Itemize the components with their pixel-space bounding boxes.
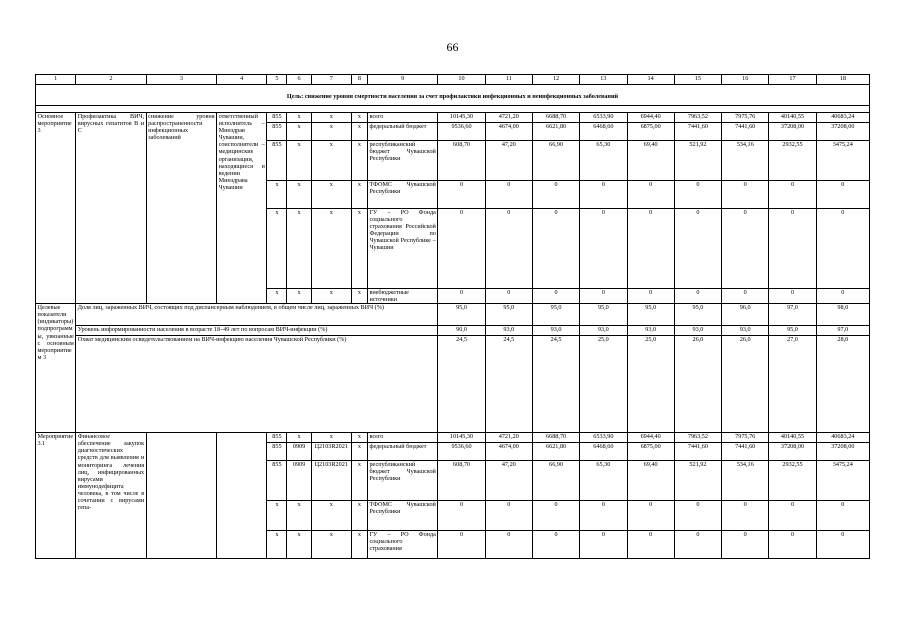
target-article-code: x: [311, 141, 351, 181]
section-code: x: [287, 531, 311, 559]
year-value: 7441,60: [722, 123, 769, 141]
funding-source: ГУ – РО Фонда социального страхования: [367, 531, 437, 559]
section-code: x: [287, 433, 311, 443]
year-value: 0: [816, 209, 869, 289]
responsible-executor-empty: [217, 433, 267, 559]
year-value: 0: [485, 289, 532, 304]
year-value: 6468,60: [580, 123, 627, 141]
year-value: 6533,90: [580, 433, 627, 443]
column-number: 6: [287, 75, 311, 85]
year-value: 69,40: [627, 461, 674, 501]
year-value: 0: [769, 289, 816, 304]
target-article-code: x: [311, 123, 351, 141]
year-value: 534,16: [722, 461, 769, 501]
year-value: 7441,60: [674, 443, 721, 461]
year-value: 0: [674, 181, 721, 209]
year-value: 0: [722, 289, 769, 304]
expense-group-code: x: [351, 141, 367, 181]
year-value: 0: [722, 209, 769, 289]
year-value: 0: [627, 501, 674, 531]
target-article-code: x: [311, 289, 351, 304]
year-value: 608,70: [438, 461, 485, 501]
program-table: [35, 74, 870, 559]
year-value: 6875,00: [627, 123, 674, 141]
year-value: 0: [532, 531, 579, 559]
year-value: 4674,00: [485, 443, 532, 461]
year-value: 37208,00: [816, 443, 869, 461]
event-type-label: Мероприятие 3.1: [36, 433, 76, 559]
indicator-value: 98,0: [816, 304, 869, 326]
expense-group-code: x: [351, 433, 367, 443]
indicator-value: 90,0: [438, 326, 485, 336]
column-number: 13: [580, 75, 627, 85]
section-code: x: [287, 209, 311, 289]
column-number: 5: [267, 75, 287, 85]
year-value: 40683,24: [816, 433, 869, 443]
expense-group-code: x: [351, 113, 367, 123]
indicator-value: 26,0: [722, 336, 769, 433]
indicator-value: 24,5: [485, 336, 532, 433]
funding-source: федеральный бюджет: [367, 443, 437, 461]
year-value: 2932,55: [769, 461, 816, 501]
year-value: 6875,00: [627, 443, 674, 461]
year-value: 0: [438, 501, 485, 531]
indicator-value: 95,0: [769, 326, 816, 336]
column-number: 2: [76, 75, 146, 85]
page-number: 66: [446, 40, 459, 54]
year-value: 0: [485, 501, 532, 531]
event-goal-empty: [146, 433, 216, 559]
target-article-code: x: [311, 531, 351, 559]
year-value: 65,30: [580, 141, 627, 181]
year-value: 3475,24: [816, 141, 869, 181]
target-article-code: x: [311, 113, 351, 123]
section-code: 0909: [287, 461, 311, 501]
indicator-value: 95,0: [485, 304, 532, 326]
column-number: 14: [627, 75, 674, 85]
indicator-value: 24,5: [438, 336, 485, 433]
indicator-value: 93,0: [627, 326, 674, 336]
year-value: 47,20: [485, 461, 532, 501]
year-value: 521,92: [674, 461, 721, 501]
funding-source: внебюджетные источники: [367, 289, 437, 304]
grbs-code: 855: [267, 443, 287, 461]
year-value: 69,40: [627, 141, 674, 181]
year-value: 7963,52: [674, 113, 721, 123]
year-value: 65,30: [580, 461, 627, 501]
grbs-code: x: [267, 501, 287, 531]
year-value: 0: [580, 181, 627, 209]
column-number: 12: [532, 75, 579, 85]
expense-group-code: x: [351, 443, 367, 461]
column-number: 11: [485, 75, 532, 85]
year-value: 2932,55: [769, 141, 816, 181]
year-value: 0: [485, 209, 532, 289]
goal-text: Цель: снижение уровня смертности населения за счет профилактики инфекционных и неинфекционных заболеваний: [36, 91, 870, 106]
column-number: 17: [769, 75, 816, 85]
year-value: 0: [722, 501, 769, 531]
year-value: 0: [438, 209, 485, 289]
year-value: 0: [580, 531, 627, 559]
year-value: 6621,80: [532, 123, 579, 141]
expense-group-code: x: [351, 289, 367, 304]
column-number: 4: [217, 75, 267, 85]
year-value: 37208,00: [769, 123, 816, 141]
funding-source: республиканский бюджет Чувашской Республики: [367, 141, 437, 181]
finance-row: [36, 113, 870, 123]
year-value: 0: [580, 209, 627, 289]
funding-source: ГУ – РО Фонда социального страхования Российской Федерации по Чувашской Республике – Чувашии: [367, 209, 437, 289]
year-value: 0: [627, 181, 674, 209]
event-goal: снижение уровня распространенности инфекционных заболеваний: [146, 113, 216, 304]
indicator-value: 93,0: [485, 326, 532, 336]
year-value: 0: [816, 531, 869, 559]
column-number: 18: [816, 75, 869, 85]
year-value: 521,92: [674, 141, 721, 181]
indicator-value: 97,0: [816, 326, 869, 336]
year-value: 0: [769, 209, 816, 289]
grbs-code: 855: [267, 123, 287, 141]
responsible-executor: ответственный исполнитель – Минздрав Чувашии, соисполнители – медицинские организации, находящиеся в ведении Минздрава Чувашии: [217, 113, 267, 304]
year-value: 10145,30: [438, 113, 485, 123]
year-value: 0: [627, 531, 674, 559]
year-value: 6621,80: [532, 443, 579, 461]
indicator-value: 25,0: [627, 336, 674, 433]
target-article-code: x: [311, 209, 351, 289]
goal-row: [36, 91, 870, 106]
event-name: Профилактика ВИЧ, вирусных гепатитов В и С: [76, 113, 146, 304]
target-article-code: x: [311, 433, 351, 443]
year-value: 9536,60: [438, 443, 485, 461]
grbs-code: x: [267, 531, 287, 559]
indicator-value: 95,0: [674, 304, 721, 326]
year-value: 0: [532, 181, 579, 209]
indicator-row: [36, 326, 870, 336]
indicator-value: 27,0: [769, 336, 816, 433]
year-value: 6944,40: [627, 433, 674, 443]
year-value: 0: [674, 531, 721, 559]
funding-source: республиканский бюджет Чувашской Республики: [367, 461, 437, 501]
year-value: 40140,55: [769, 433, 816, 443]
year-value: 37208,00: [816, 123, 869, 141]
grbs-code: 855: [267, 113, 287, 123]
year-value: 7441,60: [674, 123, 721, 141]
year-value: 0: [580, 501, 627, 531]
year-value: 6944,40: [627, 113, 674, 123]
grbs-code: x: [267, 289, 287, 304]
expense-group-code: x: [351, 501, 367, 531]
year-value: 0: [769, 531, 816, 559]
funding-source: всего: [367, 113, 437, 123]
column-number: 8: [351, 75, 367, 85]
year-value: 0: [485, 181, 532, 209]
event-type-label: Основное мероприятие 3: [36, 113, 76, 304]
spacer-row: [36, 106, 870, 113]
year-value: 0: [532, 209, 579, 289]
year-value: 4674,00: [485, 123, 532, 141]
column-number-row: [36, 75, 870, 85]
year-value: 534,16: [722, 141, 769, 181]
indicator-row: [36, 336, 870, 433]
column-number: 16: [722, 75, 769, 85]
event-name: Финансовое обеспечение закупок диагностических средств для выявления и мониторинга лечения лиц, инфицированных вирусами иммунодефицита человека, в том числе в сочетании с вирусами гепа-: [76, 433, 146, 559]
section-code: x: [287, 289, 311, 304]
year-value: 6688,70: [532, 113, 579, 123]
year-value: 4721,20: [485, 113, 532, 123]
year-value: 0: [532, 289, 579, 304]
year-value: 4721,20: [485, 433, 532, 443]
indicator-value: 93,0: [580, 326, 627, 336]
year-value: 0: [438, 181, 485, 209]
year-value: 0: [722, 181, 769, 209]
indicators-label: Целевые показатели (индикаторы) подпрограммы, увязанные с основным мероприятием 3: [36, 304, 76, 433]
year-value: 0: [674, 209, 721, 289]
target-article-code: Ц2103R2021: [311, 461, 351, 501]
year-value: 10145,30: [438, 433, 485, 443]
section-code: x: [287, 181, 311, 209]
year-value: 0: [627, 289, 674, 304]
year-value: 0: [816, 501, 869, 531]
year-value: 40683,24: [816, 113, 869, 123]
section-code: 0909: [287, 443, 311, 461]
year-value: 7441,60: [722, 443, 769, 461]
indicator-value: 93,0: [722, 326, 769, 336]
year-value: 0: [816, 289, 869, 304]
year-value: 0: [769, 181, 816, 209]
year-value: 608,70: [438, 141, 485, 181]
table-body: [36, 75, 870, 559]
year-value: 6533,90: [580, 113, 627, 123]
year-value: 6688,70: [532, 433, 579, 443]
grbs-code: 855: [267, 433, 287, 443]
year-value: 0: [674, 501, 721, 531]
funding-source: всего: [367, 433, 437, 443]
section-code: x: [287, 501, 311, 531]
funding-source: федеральный бюджет: [367, 123, 437, 141]
column-number: 3: [146, 75, 216, 85]
indicator-value: 93,0: [532, 326, 579, 336]
indicator-value: 95,0: [627, 304, 674, 326]
year-value: 0: [722, 531, 769, 559]
grbs-code: 855: [267, 461, 287, 501]
funding-source: ТФОМС Чувашской Республики: [367, 181, 437, 209]
year-value: 0: [580, 289, 627, 304]
indicator-value: 26,0: [674, 336, 721, 433]
expense-group-code: x: [351, 181, 367, 209]
grbs-code: 855: [267, 141, 287, 181]
expense-group-code: x: [351, 209, 367, 289]
column-number: 15: [674, 75, 721, 85]
indicator-value: 28,0: [816, 336, 869, 433]
indicator-text: Доля лиц, зараженных ВИЧ, состоящих под диспансерным наблюдением, в общем числе лиц, зараженных ВИЧ (%): [76, 304, 438, 326]
indicator-text: Охват медицинским освидетельствованием на ВИЧ-инфекцию населения Чувашской Республики (%): [76, 336, 438, 433]
funding-source: ТФОМС Чувашской Республики: [367, 501, 437, 531]
indicator-value: 95,0: [580, 304, 627, 326]
indicator-text: Уровень информированности населения в возрасте 18–49 лет по вопросам ВИЧ-инфекции (%): [76, 326, 438, 336]
indicator-value: 95,0: [532, 304, 579, 326]
indicator-value: 24,5: [532, 336, 579, 433]
year-value: 66,90: [532, 141, 579, 181]
year-value: 37208,00: [769, 443, 816, 461]
year-value: 47,20: [485, 141, 532, 181]
year-value: 3475,24: [816, 461, 869, 501]
column-number: 9: [367, 75, 437, 85]
target-article-code: x: [311, 181, 351, 209]
section-code: x: [287, 113, 311, 123]
expense-group-code: x: [351, 461, 367, 501]
year-value: 9536,60: [438, 123, 485, 141]
indicator-value: 95,0: [438, 304, 485, 326]
year-value: 7963,52: [674, 433, 721, 443]
section-code: x: [287, 123, 311, 141]
year-value: 6468,60: [580, 443, 627, 461]
grbs-code: x: [267, 209, 287, 289]
year-value: 0: [769, 501, 816, 531]
expense-group-code: x: [351, 123, 367, 141]
indicator-value: 97,0: [769, 304, 816, 326]
indicator-value: 25,0: [580, 336, 627, 433]
indicator-value: 96,0: [722, 304, 769, 326]
year-value: 0: [438, 531, 485, 559]
year-value: 40140,55: [769, 113, 816, 123]
year-value: 66,90: [532, 461, 579, 501]
indicator-row: [36, 304, 870, 326]
target-article-code: Ц2103R2021: [311, 443, 351, 461]
year-value: 0: [674, 289, 721, 304]
year-value: 0: [438, 289, 485, 304]
expense-group-code: x: [351, 531, 367, 559]
year-value: 7975,76: [722, 113, 769, 123]
year-value: 0: [627, 209, 674, 289]
column-number: 1: [36, 75, 76, 85]
grbs-code: x: [267, 181, 287, 209]
column-number: 7: [311, 75, 351, 85]
indicator-value: 93,0: [674, 326, 721, 336]
year-value: 0: [485, 531, 532, 559]
year-value: 0: [816, 181, 869, 209]
finance-row: [36, 433, 870, 443]
section-code: x: [287, 141, 311, 181]
year-value: 0: [532, 501, 579, 531]
year-value: 7975,76: [722, 433, 769, 443]
column-number: 10: [438, 75, 485, 85]
target-article-code: x: [311, 501, 351, 531]
